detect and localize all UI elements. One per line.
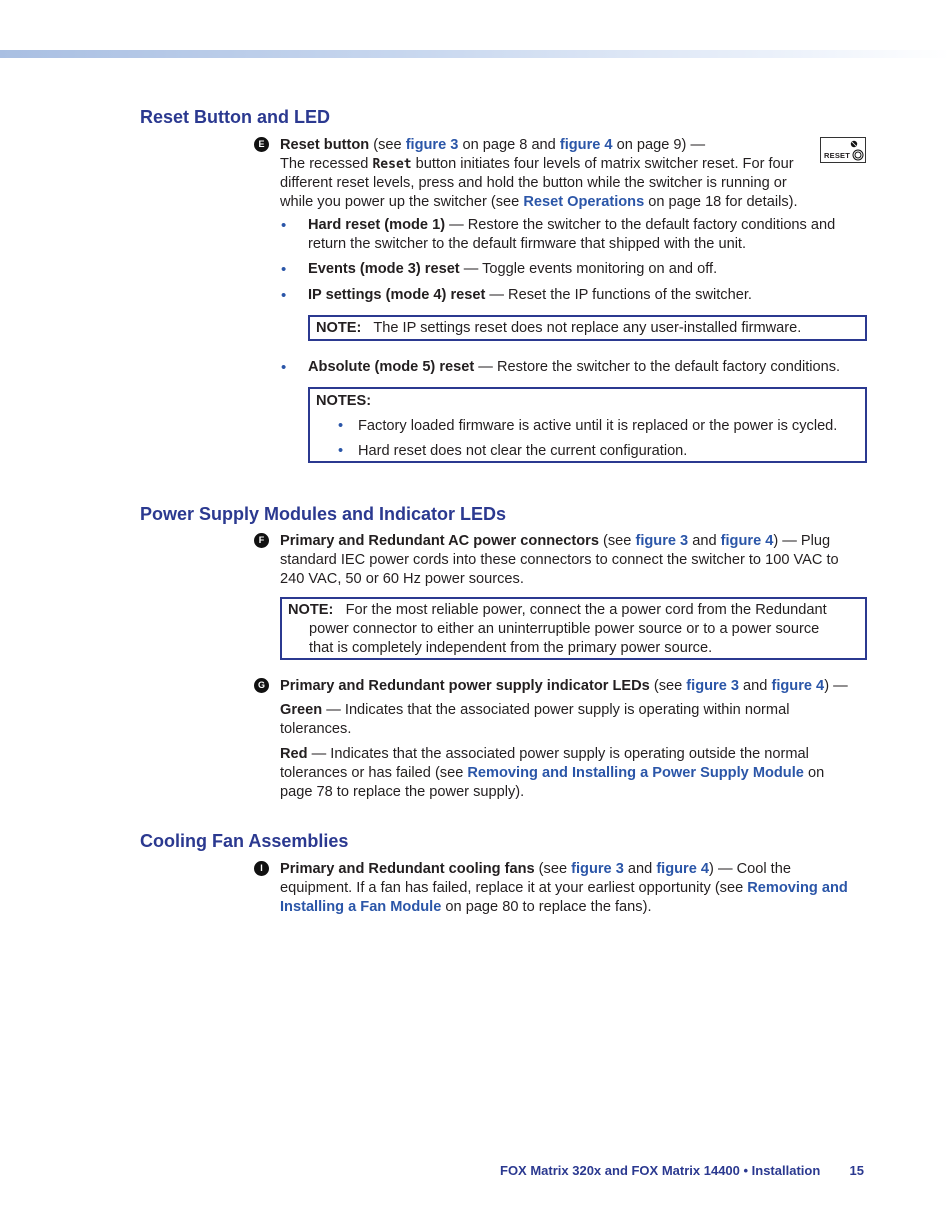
text: — Restore the switcher to the default factory conditions. (474, 359, 841, 375)
reset-button-paragraph (280, 136, 798, 212)
reset-code-label: Reset (372, 157, 412, 172)
text: ) — Cool the (709, 861, 791, 877)
text: different reset levels, press and hold the button while the switcher is running or (280, 175, 787, 191)
text: and (739, 678, 772, 694)
fan-module-link[interactable]: Removing and (747, 880, 848, 896)
bullet-icon: • (281, 359, 287, 376)
notes-item (338, 417, 837, 436)
green-led-description (280, 701, 789, 739)
notes-label (316, 392, 371, 411)
text: page 78 to replace the power supply). (280, 784, 525, 800)
reset-button-term: Reset button (280, 137, 370, 153)
note-text (316, 319, 801, 338)
bullet-icon: • (338, 443, 344, 459)
bullet-term: Events (mode 3) reset (308, 261, 460, 277)
callout-badge-g: G (254, 678, 269, 693)
note-label: NOTE: (316, 320, 362, 336)
bullet-icon: • (281, 287, 287, 304)
text: — Toggle events monitoring on and off. (459, 261, 718, 277)
text: tolerances or has failed (see (280, 765, 468, 781)
reset-icon-label: RESET (824, 151, 851, 160)
bullet-events-reset (308, 260, 717, 279)
bullet-icon: • (281, 261, 287, 278)
text: (see (369, 137, 406, 153)
bullet-ip-reset (308, 286, 752, 305)
callout-badge-i: I (254, 861, 269, 876)
text: — Indicates that the associated power supply is operating outside the normal (307, 746, 809, 762)
figure-4-link[interactable]: figure 4 (771, 678, 825, 694)
text: on page 9) — (612, 137, 706, 153)
section-heading-cooling: Cooling Fan Assemblies (140, 831, 349, 851)
figure-3-link[interactable]: figure 3 (635, 533, 689, 549)
text: on page 8 and (458, 137, 560, 153)
bullet-hard-reset (308, 216, 835, 254)
text: The recessed (280, 156, 373, 172)
text: button initiates four levels of matrix switcher reset. For four (411, 156, 794, 172)
figure-3-link[interactable]: figure 3 (686, 678, 739, 694)
text: ) — (824, 678, 848, 694)
bullet-icon: • (338, 418, 344, 434)
note-label: NOTE: (288, 602, 334, 618)
callout-badge-e: E (254, 137, 269, 152)
text: The IP settings reset does not replace any user-installed firmware. (373, 320, 802, 336)
notes-box-firmware (308, 387, 867, 463)
text: — Restore the switcher to the default factory conditions and (445, 217, 836, 233)
note-ip-settings (308, 315, 867, 341)
note-text (288, 601, 827, 620)
figure-4-link[interactable]: figure 4 (656, 861, 710, 877)
fan-module-link-cont[interactable]: Installing a Fan Module (280, 899, 442, 915)
text: Hard reset does not clear the current configuration. (358, 443, 688, 459)
page-footer (500, 1163, 864, 1178)
red-led-description (280, 745, 824, 802)
notes-title: NOTES: (316, 393, 372, 409)
note-redundant-power (280, 597, 867, 660)
reset-button-icon (820, 137, 866, 163)
reset-operations-link[interactable]: Reset Operations (523, 194, 645, 210)
text: while you power up the switcher (see (280, 194, 524, 210)
bullet-term: Absolute (mode 5) reset (308, 359, 475, 375)
text: For the most reliable power, connect the a power cord from the Redundant (345, 602, 827, 618)
figure-4-link[interactable]: figure 4 (720, 533, 774, 549)
text: return the switcher to the default firmware that shipped with the unit. (308, 236, 747, 252)
page-number: 15 (849, 1163, 864, 1178)
red-term: Red (280, 746, 308, 762)
notes-item (338, 442, 687, 461)
text: Factory loaded firmware is active until it is replaced or the power is cycled. (358, 418, 838, 434)
bullet-icon: • (281, 217, 287, 234)
note-text (309, 620, 819, 658)
text: power connector to either an uninterruptible power source or to a power source (309, 621, 820, 637)
text: — Indicates that the associated power supply is operating within normal (322, 702, 790, 718)
text: that is completely independent from the primary power source. (309, 640, 713, 656)
section-heading-reset: Reset Button and LED (140, 107, 331, 127)
bullet-absolute-reset (308, 358, 840, 377)
footer-title: FOX Matrix 320x and FOX Matrix 14400 • Installation (500, 1163, 821, 1178)
callout-badge-f: F (254, 533, 269, 548)
cooling-fans-paragraph (280, 860, 848, 917)
ac-power-paragraph (280, 532, 839, 589)
bullet-term: Hard reset (mode 1) (308, 217, 446, 233)
text: equipment. If a fan has failed, replace it at your earliest opportunity (see (280, 880, 748, 896)
cooling-term: Primary and Redundant cooling fans (280, 861, 535, 877)
text: (see (649, 678, 687, 694)
text: on page 80 to replace the fans). (441, 899, 652, 915)
power-supply-module-link[interactable]: Removing and Installing a Power Supply Module (467, 765, 804, 781)
figure-3-link[interactable]: figure 3 (405, 137, 459, 153)
text: ) — Plug (773, 533, 831, 549)
led-term: Primary and Redundant power supply indicator LEDs (280, 678, 650, 694)
text: (see (534, 861, 572, 877)
text: — Reset the IP functions of the switcher. (485, 287, 752, 303)
text: (see (598, 533, 636, 549)
header-gradient-bar (0, 50, 950, 58)
text: and (688, 533, 721, 549)
text: tolerances. (280, 721, 352, 737)
text: on (803, 765, 825, 781)
green-term: Green (280, 702, 323, 718)
section-heading-power: Power Supply Modules and Indicator LEDs (140, 504, 507, 524)
text: 240 VAC, 50 or 60 Hz power sources. (280, 571, 524, 587)
ac-power-term: Primary and Redundant AC power connectors (280, 533, 599, 549)
text: and (623, 861, 657, 877)
led-indicator-paragraph (280, 677, 848, 696)
text: standard IEC power cords into these connectors to connect the switcher to 100 VAC to (280, 552, 839, 568)
bullet-term: IP settings (mode 4) reset (308, 287, 486, 303)
figure-4-link[interactable]: figure 4 (559, 137, 613, 153)
text: on page 18 for details). (644, 194, 798, 210)
figure-3-link[interactable]: figure 3 (571, 861, 624, 877)
